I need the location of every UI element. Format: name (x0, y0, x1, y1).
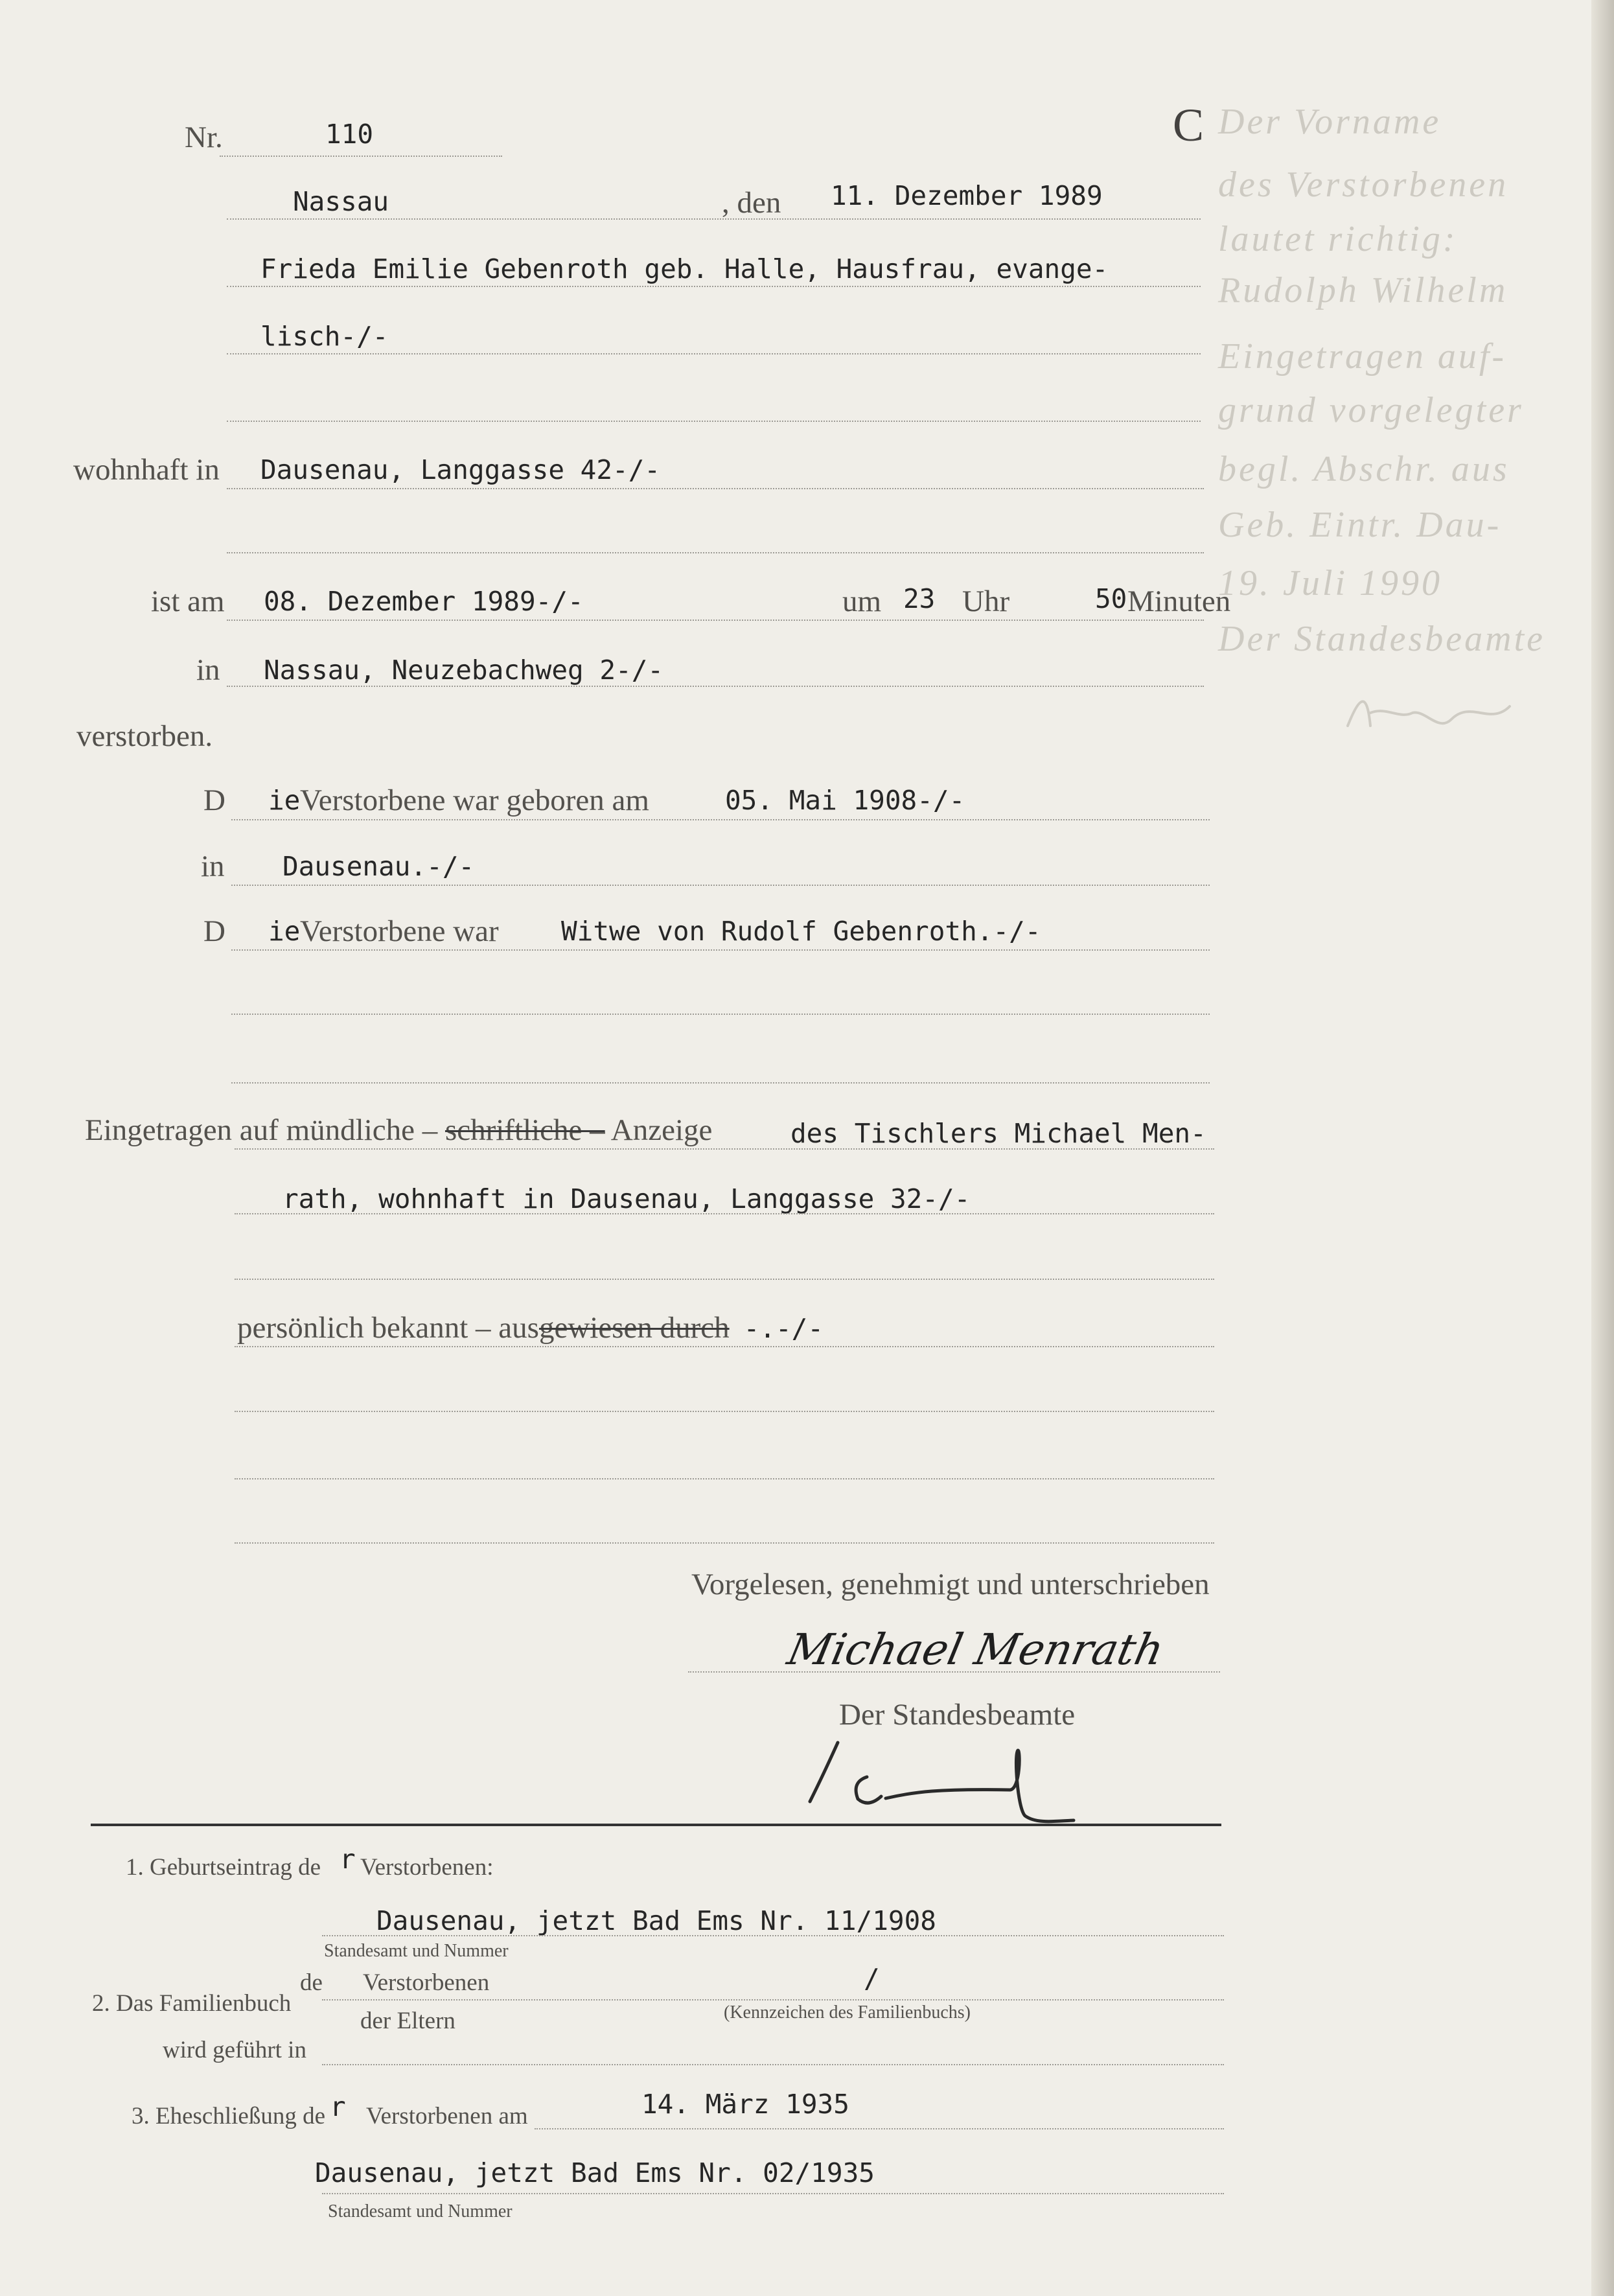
margin-note-line: Eingetragen auf- (1218, 336, 1507, 377)
page-edge-shadow (1591, 0, 1614, 2296)
family-book-slash: / (864, 1963, 880, 1994)
identity-line (237, 1313, 824, 1343)
dotted-rule (227, 421, 1201, 422)
date-label: , den (722, 186, 781, 220)
status-value: Witwe von Rudolf Gebenroth.-/- (561, 916, 1041, 947)
margin-note-signature (1341, 680, 1516, 745)
death-place-value: Nassau, Neuzebachweg 2-/- (264, 655, 664, 686)
entry-date: 11. Dezember 1989 (831, 180, 1103, 211)
dotted-rule (322, 2193, 1224, 2194)
death-date-label: ist am (151, 585, 225, 618)
marriage-caption: Standesamt und Nummer (328, 2201, 513, 2221)
registrar-signature (797, 1737, 1089, 1827)
hour-label: Uhr (962, 585, 1010, 618)
residence-value: Dausenau, Langgasse 42-/- (260, 454, 661, 485)
dotted-rule (235, 1346, 1214, 1347)
dotted-rule (227, 353, 1201, 354)
birth-record-caption: Standesamt und Nummer (324, 1941, 509, 1961)
status-label: Verstorbene war (300, 914, 499, 948)
dotted-rule (220, 156, 502, 157)
dotted-rule (231, 1014, 1210, 1015)
report-label-struck: schriftliche – (444, 1113, 605, 1147)
dotted-rule (322, 2064, 1224, 2065)
death-minutes: 50 (1095, 583, 1127, 614)
family-book-caption: (Kennzeichen des Familienbuchs) (724, 2002, 971, 2023)
dotted-rule (322, 1999, 1224, 2000)
minutes-label: Minuten (1127, 585, 1231, 618)
margin-note-line: begl. Abschr. aus (1218, 449, 1510, 489)
margin-note-line: grund vorgelegter (1218, 390, 1524, 430)
informant-signature (781, 1607, 1168, 1678)
entry-number: 110 (325, 119, 374, 150)
birth-place-label: in (201, 850, 225, 883)
birth-date: 05. Mai 1908-/- (725, 785, 965, 816)
marriage-record: Dausenau, jetzt Bad Ems Nr. 02/1935 (315, 2157, 875, 2188)
informant-signature-text: Michael Menrath (783, 1624, 1168, 1675)
section-divider (91, 1824, 1221, 1826)
family-book-parents: der Eltern (360, 2008, 455, 2034)
informant-line-2: rath, wohnhaft in Dausenau, Langgasse 32-/- (282, 1183, 971, 1214)
person-line-2: lisch-/- (260, 321, 389, 352)
dotted-rule (227, 620, 1204, 621)
margin-note-line: Rudolph Wilhelm (1218, 270, 1508, 310)
dotted-rule (688, 1671, 1220, 1673)
died-label: verstorben. (76, 719, 213, 753)
number-label: Nr. (185, 121, 223, 154)
family-book-kept: wird geführt in (163, 2037, 306, 2063)
dotted-rule (235, 1148, 1214, 1150)
birth-record-value: Dausenau, jetzt Bad Ems Nr. 11/1908 (376, 1905, 936, 1936)
death-place-label: in (196, 653, 220, 687)
margin-note-line: des Verstorbenen (1218, 165, 1509, 205)
dotted-rule (227, 686, 1204, 687)
register-letter: C (1173, 99, 1205, 151)
dotted-rule (322, 1935, 1224, 1936)
death-date-value: 08. Dezember 1989-/- (264, 586, 584, 617)
birth-record-r: r (340, 1844, 356, 1875)
dotted-rule (235, 1542, 1214, 1544)
family-book-label: 2. Das Familienbuch (92, 1990, 292, 2017)
person-line-1: Frieda Emilie Gebenroth geb. Halle, Hausfrau, evange- (260, 253, 1109, 284)
death-hour: 23 (903, 583, 936, 614)
dotted-rule (227, 488, 1204, 489)
status-d-prefix: D (203, 914, 225, 948)
birth-record-label2: Verstorbenen: (360, 1854, 494, 1881)
marriage-label: 3. Eheschließung de (132, 2103, 325, 2129)
dotted-rule (231, 949, 1210, 951)
margin-note-line: Der Vorname (1218, 102, 1442, 142)
dotted-rule (231, 885, 1210, 886)
identity-part1: persönlich bekannt – aus (237, 1311, 539, 1345)
dotted-rule (231, 1082, 1210, 1084)
status-ie-typed: ie (268, 916, 301, 947)
dotted-rule (227, 218, 1201, 220)
margin-note-line: lautet richtig: (1218, 219, 1458, 259)
margin-note-line: Der Standesbeamte (1218, 619, 1546, 659)
margin-note-line: Geb. Eintr. Dau- (1218, 505, 1502, 545)
read-approved-label: Vorgelesen, genehmigt und unterschrieben (691, 1568, 1210, 1601)
report-label-part2: Anzeige (605, 1113, 713, 1147)
dotted-rule (535, 2128, 1224, 2129)
birth-d-prefix: D (203, 783, 225, 817)
identity-typed: -.-/- (743, 1313, 824, 1344)
marriage-r: r (330, 2091, 346, 2122)
identity-struck: gewiesen durch (538, 1311, 730, 1345)
dotted-rule (235, 1213, 1214, 1214)
time-um-label: um (842, 585, 882, 618)
birth-ie-typed: ie (268, 785, 301, 816)
residence-label: wohnhaft in (73, 453, 220, 487)
marriage-label2: Verstorbenen am (366, 2103, 528, 2129)
registrar-title: Der Standesbeamte (839, 1698, 1076, 1732)
family-book-of: Verstorbenen (363, 1969, 490, 1996)
birth-label: Verstorbene war geboren am (300, 783, 649, 817)
dotted-rule (235, 1279, 1214, 1280)
informant-line-1: des Tischlers Michael Men- (790, 1118, 1206, 1149)
dotted-rule (227, 286, 1201, 287)
family-book-de: de (300, 1969, 323, 1996)
birth-record-label: 1. Geburtseintrag de (126, 1854, 321, 1881)
dotted-rule (231, 819, 1210, 820)
report-label (85, 1115, 712, 1146)
dotted-rule (227, 552, 1204, 553)
margin-note-line: 19. Juli 1990 (1218, 563, 1442, 603)
report-label-part1: Eingetragen auf mündliche – (85, 1113, 445, 1147)
dotted-rule (235, 1411, 1214, 1412)
marriage-date: 14. März 1935 (641, 2089, 849, 2120)
birth-place: Dausenau.-/- (282, 851, 475, 882)
registry-place: Nassau (293, 186, 389, 217)
dotted-rule (235, 1478, 1214, 1479)
